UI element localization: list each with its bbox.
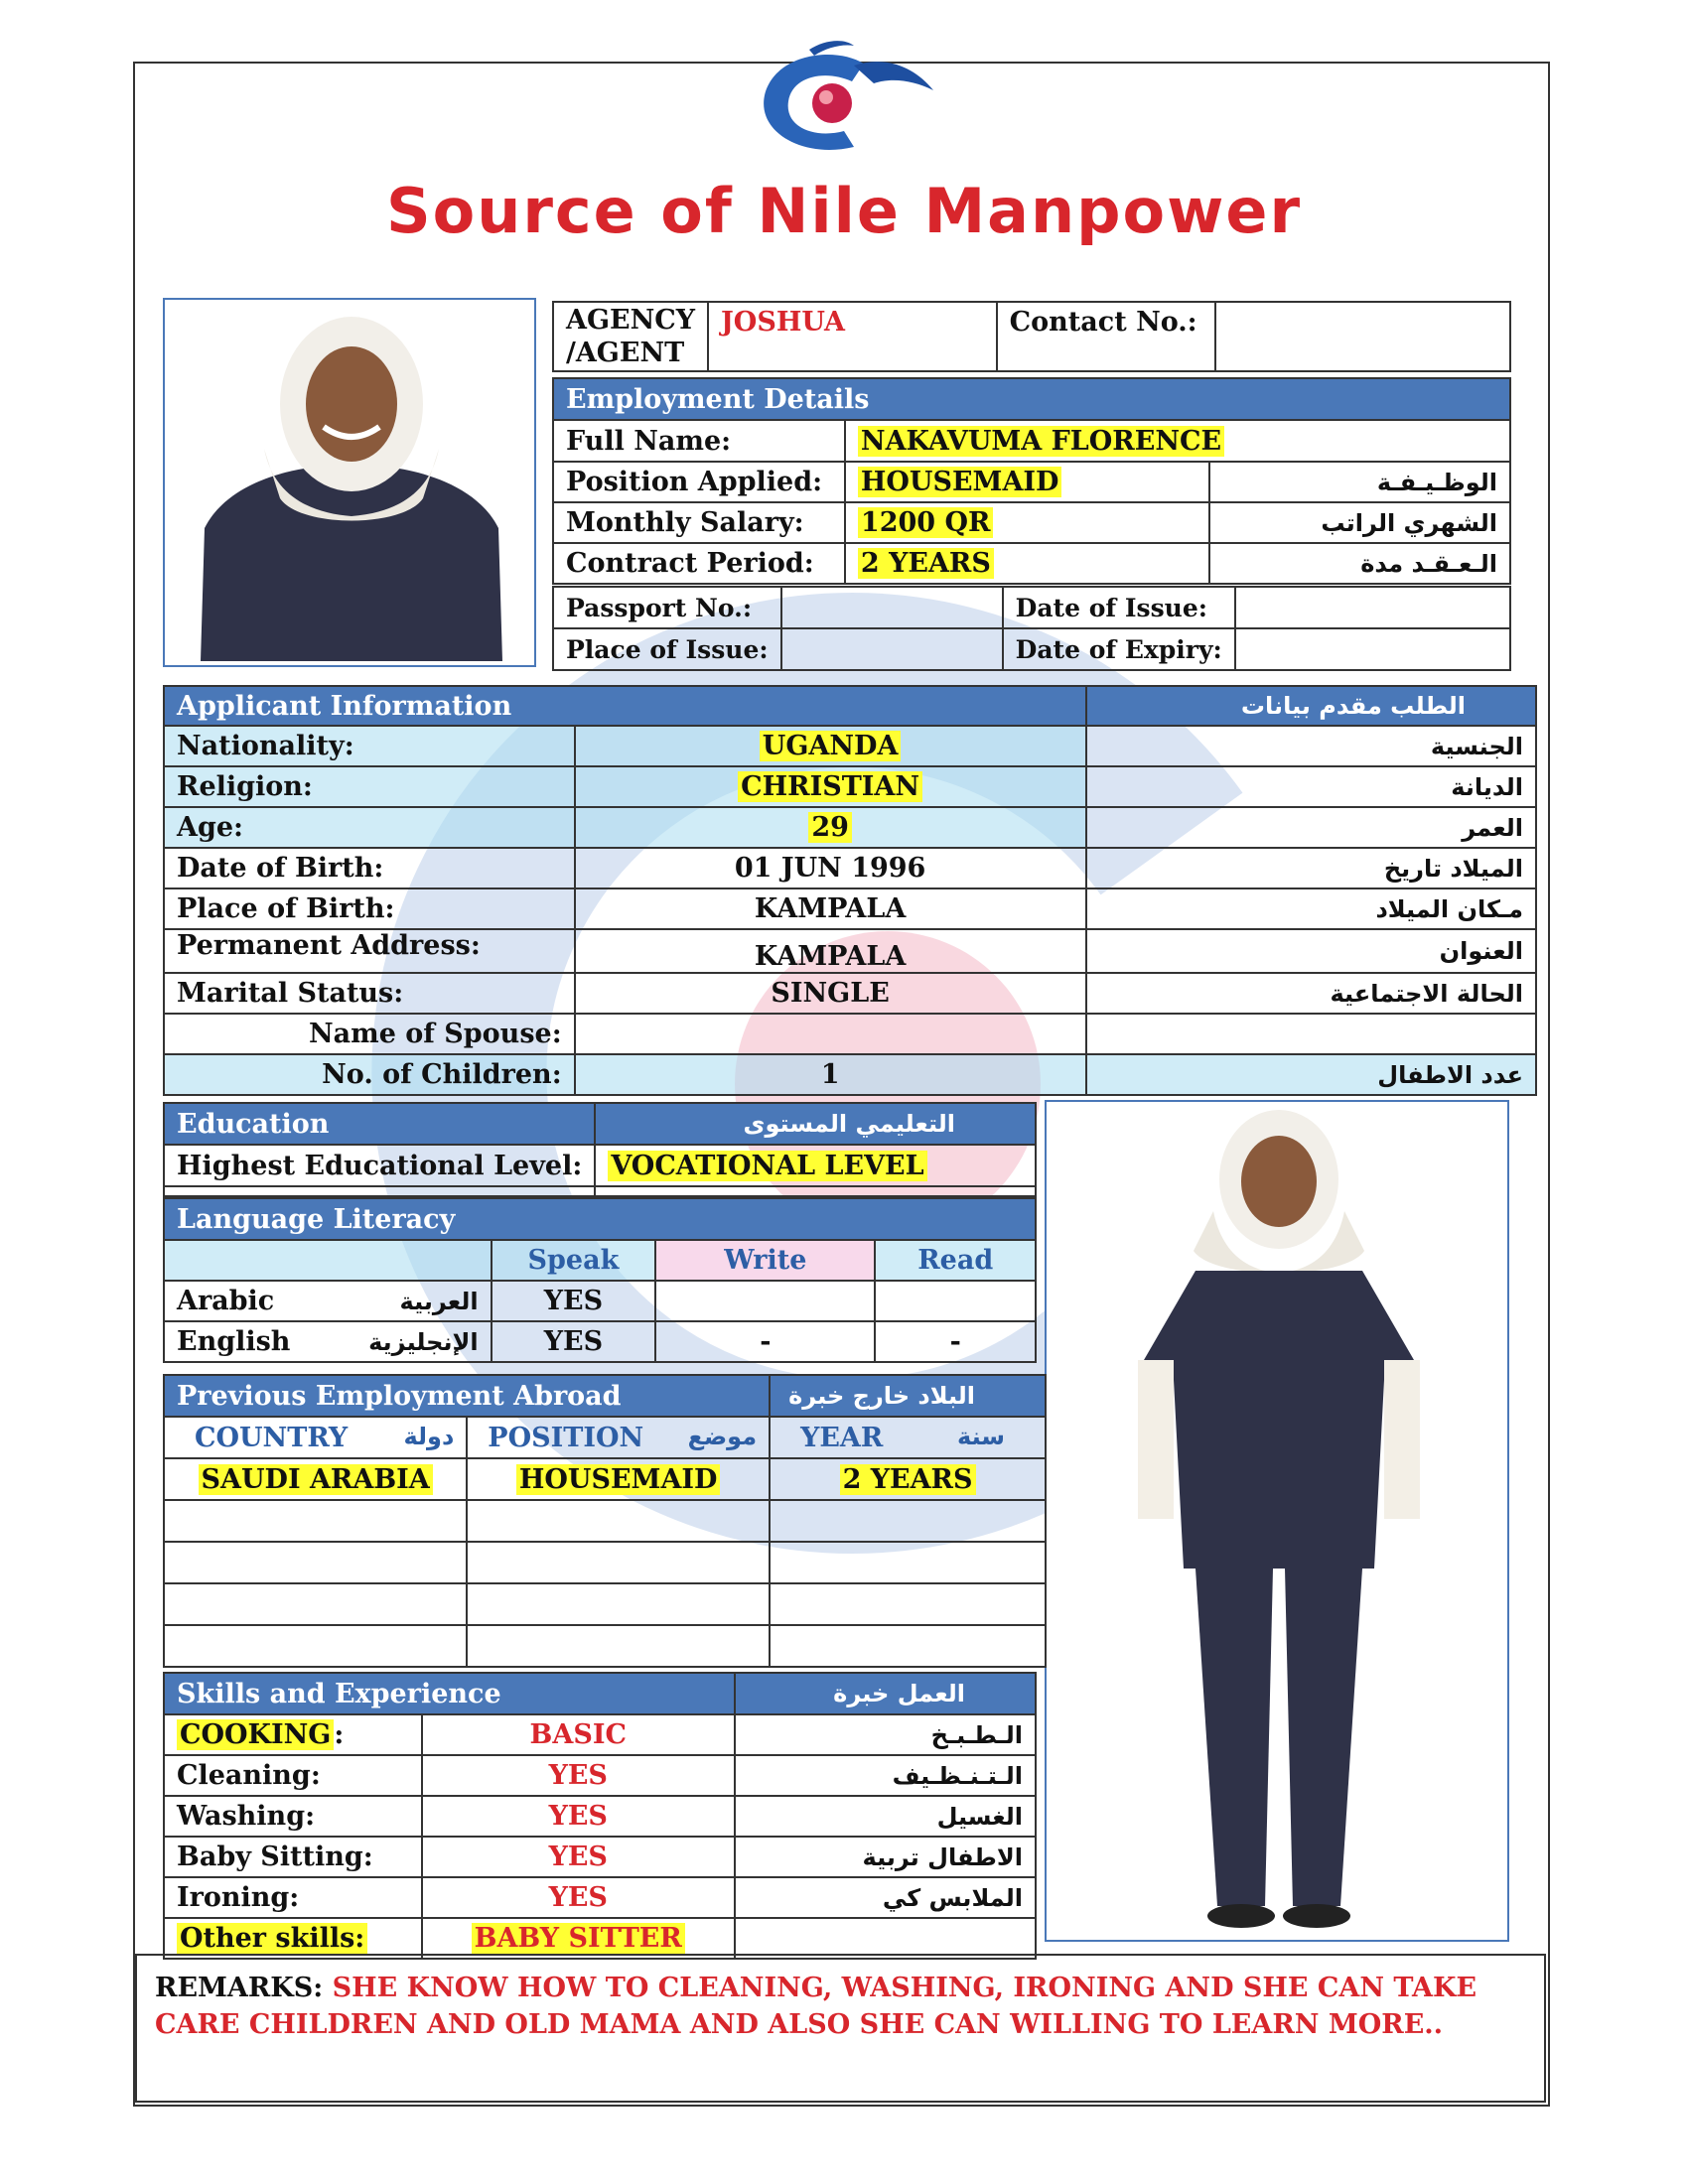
prev-country-3: [164, 1542, 467, 1583]
spouse-label-ar: [1086, 1014, 1536, 1054]
passport-table: [552, 586, 1511, 671]
washing-value: YES: [422, 1796, 735, 1837]
speak-column-header: Speak: [492, 1240, 656, 1281]
other-skills-value: BABY SITTER: [472, 1923, 685, 1954]
salary-label: Monthly Salary:: [553, 502, 845, 543]
english-write: -: [655, 1321, 875, 1362]
english-label-ar: الإنجليزية: [343, 1321, 492, 1362]
religion-value: CHRISTIAN: [738, 771, 922, 802]
agency-value: JOSHUA: [708, 302, 997, 371]
contract-label: Contract Period:: [553, 543, 845, 584]
country-column-header-ar: دولة: [403, 1422, 455, 1450]
prev-year-1: 2 YEARS: [840, 1464, 976, 1495]
children-label: No. of Children:: [164, 1054, 575, 1095]
other-skills-label: Other skills:: [177, 1923, 367, 1954]
language-header: Language Literacy: [164, 1198, 1036, 1240]
place-of-issue-label: Place of Issue:: [553, 628, 781, 670]
prev-position-5: [467, 1625, 770, 1667]
place-of-birth-value: KAMPALA: [575, 888, 1086, 929]
agency-label: AGENCY /AGENT: [553, 302, 708, 371]
education-table: [163, 1102, 1037, 1197]
arabic-speak: YES: [492, 1281, 656, 1321]
age-label: Age:: [164, 807, 575, 848]
passport-no-label: Passport No.:: [553, 587, 781, 628]
employment-table: [552, 377, 1511, 585]
portrait-image: [165, 300, 536, 667]
cleaning-label: Cleaning:: [164, 1755, 422, 1796]
ironing-value: YES: [422, 1877, 735, 1918]
education-level-value: VOCATIONAL LEVEL: [608, 1151, 926, 1181]
year-column-header: YEAR: [800, 1422, 884, 1453]
applicant-header-ar: الطلب مقدم بيانات: [1086, 686, 1536, 726]
prev-position-4: [467, 1583, 770, 1625]
company-name: Source of Nile Manpower: [385, 175, 1303, 247]
arabic-write: [655, 1281, 875, 1321]
contract-value: 2 YEARS: [858, 548, 994, 579]
skills-table: [163, 1672, 1037, 1960]
skills-header-ar: العمل خبرة: [735, 1673, 1036, 1714]
nationality-label: Nationality:: [164, 726, 575, 766]
cooking-label-ar: الـطـبـخ: [735, 1714, 1036, 1755]
contact-label: Contact No.:: [997, 302, 1215, 371]
place-of-issue-value: [781, 628, 1003, 670]
previous-employment-table: [163, 1374, 1047, 1668]
religion-label: Religion:: [164, 766, 575, 807]
cooking-label: COOKING: [177, 1719, 334, 1750]
remarks-label: REMARKS:: [155, 1973, 324, 2003]
dob-label-ar: الميلاد تاريخ: [1086, 848, 1536, 888]
company-logo: [715, 36, 953, 165]
english-read: -: [875, 1321, 1036, 1362]
contact-value: [1215, 302, 1510, 371]
prev-position-1: HOUSEMAID: [516, 1464, 721, 1495]
spouse-value: [575, 1014, 1086, 1054]
issue-date-label: Date of Issue:: [1003, 587, 1235, 628]
country-column-header: COUNTRY: [195, 1422, 349, 1453]
baby-sitting-label-ar: الاطفال تربية: [735, 1837, 1036, 1877]
cleaning-value: YES: [422, 1755, 735, 1796]
salary-label-ar: الشهري الراتب: [1209, 502, 1510, 543]
expiry-date-label: Date of Expiry:: [1003, 628, 1235, 670]
issue-date-value: [1235, 587, 1510, 628]
religion-label-ar: الديانة: [1086, 766, 1536, 807]
portrait-photo: [163, 298, 536, 667]
prev-country-4: [164, 1583, 467, 1625]
remarks-text: SHE KNOW HOW TO CLEANING, WASHING, IRONING AND SHE CAN TAKE CARE CHILDREN AND OLD MAMA AND ALSO SHE CAN WILLING TO LEARN MORE..: [155, 1973, 1477, 2040]
write-column-header: Write: [655, 1240, 875, 1281]
full-name-label: Full Name:: [553, 420, 845, 462]
marital-status-value: SINGLE: [575, 973, 1086, 1014]
address-label: Permanent Address:: [164, 929, 575, 973]
position-label-ar: الوظـيـفـة: [1209, 462, 1510, 502]
age-label-ar: العمر: [1086, 807, 1536, 848]
address-label-ar: العنوان: [1086, 929, 1536, 973]
position-column-header-ar: موضع: [687, 1422, 758, 1450]
dob-label: Date of Birth:: [164, 848, 575, 888]
dob-value: 01 JUN 1996: [575, 848, 1086, 888]
skills-header: Skills and Experience: [164, 1673, 735, 1714]
salary-value: 1200 QR: [858, 507, 994, 538]
place-of-birth-label-ar: مـكان الميلاد: [1086, 888, 1536, 929]
position-column-header: POSITION: [488, 1422, 644, 1453]
education-level-label: Highest Educational Level:: [164, 1145, 595, 1186]
cooking-label-colon: :: [334, 1719, 345, 1750]
english-label: English: [164, 1321, 343, 1362]
spouse-label: Name of Spouse:: [164, 1014, 575, 1054]
employment-header: Employment Details: [553, 378, 1510, 420]
place-of-birth-label: Place of Birth:: [164, 888, 575, 929]
nationality-label-ar: الجنسية: [1086, 726, 1536, 766]
position-label: Position Applied:: [553, 462, 845, 502]
previous-header: Previous Employment Abroad: [164, 1375, 770, 1417]
contract-label-ar: الـعـقـد مدة: [1209, 543, 1510, 584]
prev-year-4: [770, 1583, 1046, 1625]
education-header-ar: التعليمي المستوى: [595, 1103, 1036, 1145]
nationality-value: UGANDA: [760, 731, 902, 761]
children-label-ar: عدد الاطفال: [1086, 1054, 1536, 1095]
arabic-label: Arabic: [164, 1281, 343, 1321]
prev-position-2: [467, 1500, 770, 1542]
remarks-box: [135, 1954, 1546, 2103]
prev-year-3: [770, 1542, 1046, 1583]
passport-no-value: [781, 587, 1003, 628]
arabic-label-ar: العربية: [343, 1281, 492, 1321]
marital-status-label: Marital Status:: [164, 973, 575, 1014]
prev-country-1: SAUDI ARABIA: [199, 1464, 433, 1495]
prev-position-3: [467, 1542, 770, 1583]
ironing-label-ar: الملابس كي: [735, 1877, 1036, 1918]
full-body-photo: [1045, 1100, 1509, 1942]
children-value: 1: [575, 1054, 1086, 1095]
english-speak: YES: [492, 1321, 656, 1362]
agency-table: [552, 301, 1511, 372]
prev-country-5: [164, 1625, 467, 1667]
arabic-read: [875, 1281, 1036, 1321]
baby-sitting-value: YES: [422, 1837, 735, 1877]
prev-country-2: [164, 1500, 467, 1542]
washing-label-ar: الغسيل: [735, 1796, 1036, 1837]
baby-sitting-label: Baby Sitting:: [164, 1837, 422, 1877]
washing-label: Washing:: [164, 1796, 422, 1837]
cooking-value: BASIC: [422, 1714, 735, 1755]
expiry-date-value: [1235, 628, 1510, 670]
prev-year-5: [770, 1625, 1046, 1667]
previous-header-ar: البلاد خارج خبرة: [770, 1375, 1046, 1417]
marital-status-label-ar: الحالة الاجتماعية: [1086, 973, 1536, 1014]
ironing-label: Ironing:: [164, 1877, 422, 1918]
applicant-header: Applicant Information: [164, 686, 1086, 726]
age-value: 29: [808, 812, 852, 843]
year-column-header-ar: سنة: [957, 1422, 1005, 1450]
applicant-table: [163, 685, 1537, 1096]
language-table: [163, 1197, 1037, 1363]
read-column-header: Read: [875, 1240, 1036, 1281]
prev-year-2: [770, 1500, 1046, 1542]
full-body-image: [1047, 1102, 1509, 1942]
cleaning-label-ar: الـتـنـظـيف: [735, 1755, 1036, 1796]
position-value: HOUSEMAID: [858, 467, 1062, 497]
full-name-value: NAKAVUMA FLORENCE: [858, 426, 1224, 457]
education-header: Education: [164, 1103, 595, 1145]
address-value: KAMPALA: [575, 929, 1086, 973]
